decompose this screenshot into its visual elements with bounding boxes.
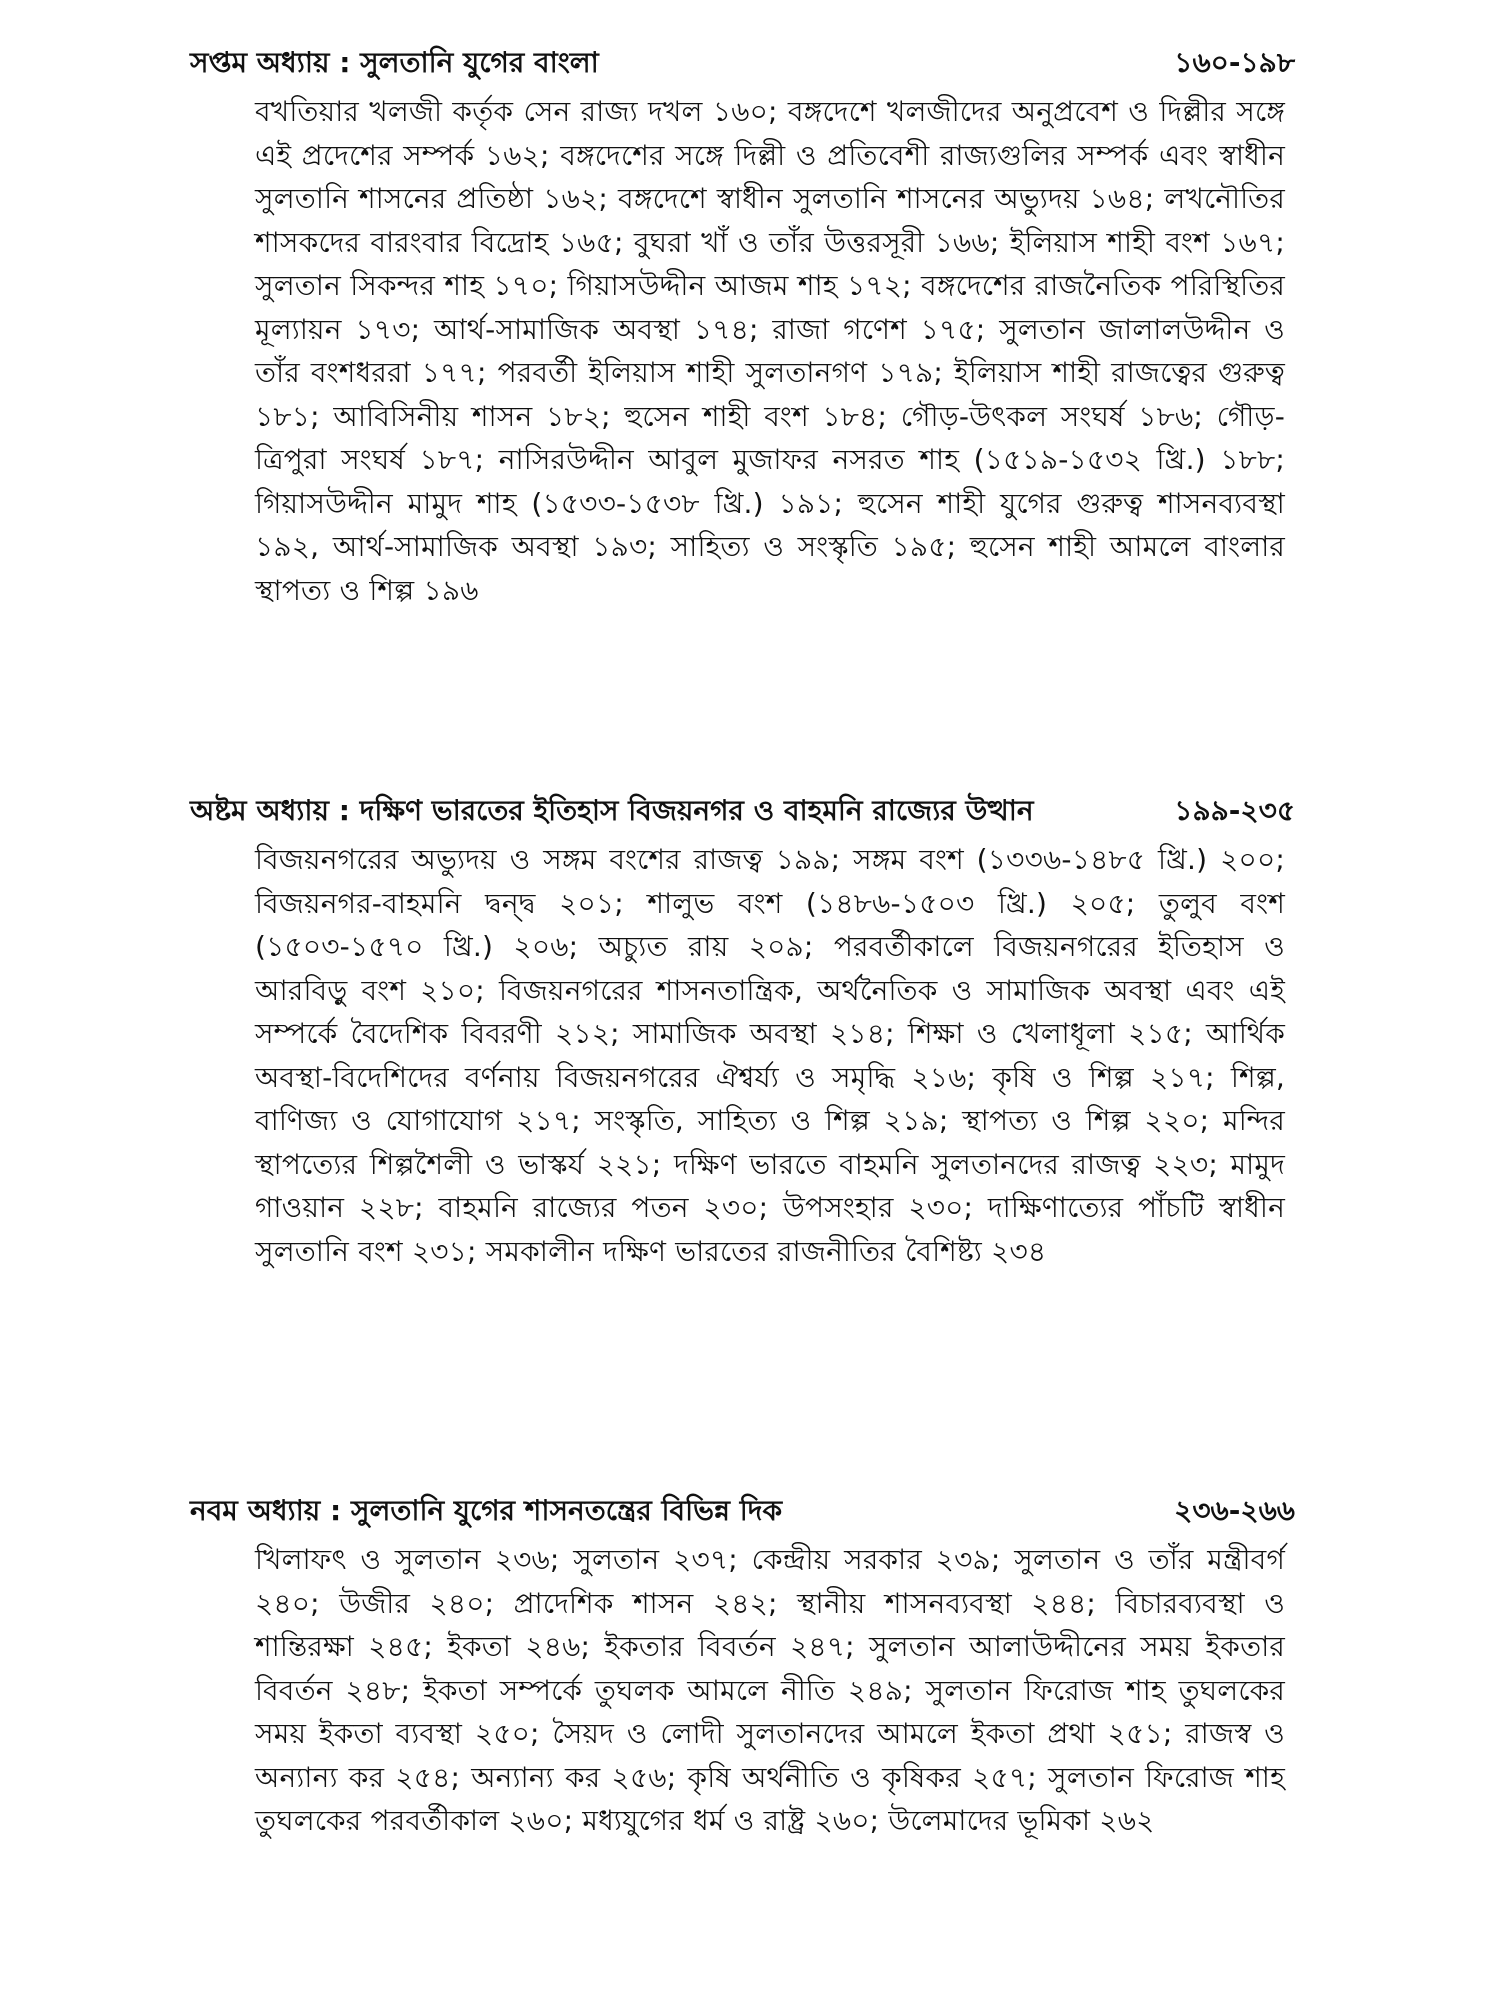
- chapter-title: নবম অধ্যায় : সুলতানি যুগের শাসনতন্ত্রের বিভিন্ন দিক: [190, 1494, 783, 1527]
- chapter-page-range: ১৯৯-২৩৫: [1174, 794, 1295, 827]
- chapter-section-9: [0, 1490, 1500, 1871]
- chapter-page-range: ১৬০-১৯৮: [1174, 46, 1295, 79]
- chapter-section-7: [0, 42, 1500, 640]
- chapter-title: অষ্টম অধ্যায় : দক্ষিণ ভারতের ইতিহাস বিজয়নগর ও বাহমনি রাজ্যের উত্থান: [190, 794, 1034, 827]
- chapter-section-8: [0, 790, 1500, 1301]
- chapter-title: সপ্তম অধ্যায় : সুলতানি যুগের বাংলা: [190, 46, 599, 79]
- chapter-topics: বিজয়নগরের অভ্যুদয় ও সঙ্গম বংশের রাজত্ব ১৯৯; সঙ্গম বংশ (১৩৩৬-১৪৮৫ খ্রি.) ২০০; বিজয়নগর-বাহমনি দ্বন্দ্ব ২০১; শালুভ বংশ (১৪৮৬-১৫০৩ খ্রি.) ২০৫; তুলুব বংশ (১৫০৩-১৫৭০ খ্রি.) ২০৬; অচ্যুত রায় ২০৯; পরবর্তীকালে বিজয়নগরের ইতিহাস ও আরবিড়ু বংশ ২১০; বিজয়নগরের শাসনতান্ত্রিক, অর্থনৈতিক ও সামাজিক অবস্থা এবং এই সম্পর্কে বৈদেশিক বিবরণী ২১২; সামাজিক অবস্থা ২১৪; শিক্ষা ও খেলাধূলা ২১৫; আর্থিক অবস্থা-বিদেশিদের বর্ণনায় বিজয়নগরের ঐশ্বর্য্য ও সমৃদ্ধি ২১৬; কৃষি ও শিল্প ২১৭; শিল্প, বাণিজ্য ও যোগাযোগ ২১৭; সংস্কৃতি, সাহিত্য ও শিল্প ২১৯; স্থাপত্য ও শিল্প ২২০; মন্দির স্থাপত্যের শিল্পশৈলী ও ভাস্কর্য ২২১; দক্ষিণ ভারতে বাহমনি সুলতানদের রাজত্ব ২২৩; মামুদ গাওয়ান ২২৮; বাহমনি রাজ্যের পতন ২৩০; উপসংহার ২৩০; দাক্ষিণাত্যের পাঁচটি স্বাধীন সুলতানি বংশ ২৩১; সমকালীন দক্ষিণ ভারতের রাজনীতির বৈশিষ্ট্য ২৩৪: [255, 843, 1285, 1268]
- chapter-heading: [0, 1490, 1500, 1532]
- chapter-page-range: ২৩৬-২৬৬: [1174, 1494, 1295, 1527]
- chapter-topics: বখতিয়ার খলজী কর্তৃক সেন রাজ্য দখল ১৬০; বঙ্গদেশে খলজীদের অনুপ্রবেশ ও দিল্লীর সঙ্গে এই প্রদেশের সম্পর্ক ১৬২; বঙ্গদেশের সঙ্গে দিল্লী ও প্রতিবেশী রাজ্যগুলির সম্পর্ক এবং স্বাধীন সুলতানি শাসনের প্রতিষ্ঠা ১৬২; বঙ্গদেশে স্বাধীন সুলতানি শাসনের অভ্যুদয় ১৬৪; লখনৌতির শাসকদের বারংবার বিদ্রোহ ১৬৫; বুঘরা খাঁ ও তাঁর উত্তরসূরী ১৬৬; ইলিয়াস শাহী বংশ ১৬৭; সুলতান সিকন্দর শাহ ১৭০; গিয়াসউদ্দীন আজম শাহ ১৭২; বঙ্গদেশের রাজনৈতিক পরিস্থিতির মূল্যায়ন ১৭৩; আর্থ-সামাজিক অবস্থা ১৭৪; রাজা গণেশ ১৭৫; সুলতান জালালউদ্দীন ও তাঁর বংশধররা ১৭৭; পরবর্তী ইলিয়াস শাহী সুলতানগণ ১৭৯; ইলিয়াস শাহী রাজত্বের গুরুত্ব ১৮১; আবিসিনীয় শাসন ১৮২; হুসেন শাহী বংশ ১৮৪; গৌড়-উৎকল সংঘর্ষ ১৮৬; গৌড়-ত্রিপুরা সংঘর্ষ ১৮৭; নাসিরউদ্দীন আবুল মুজাফর নসরত শাহ (১৫১৯-১৫৩২ খ্রি.) ১৮৮; গিয়াসউদ্দীন মামুদ শাহ (১৫৩৩-১৫৩৮ খ্রি.) ১৯১; হুসেন শাহী যুগের গুরুত্ব শাসনব্যবস্থা ১৯২, আর্থ-সামাজিক অবস্থা ১৯৩; সাহিত্য ও সংস্কৃতি ১৯৫; হুসেন শাহী আমলে বাংলার স্থাপত্য ও শিল্প ১৯৬: [255, 95, 1285, 607]
- chapter-topics: খিলাফৎ ও সুলতান ২৩৬; সুলতান ২৩৭; কেন্দ্রীয় সরকার ২৩৯; সুলতান ও তাঁর মন্ত্রীবর্গ ২৪০; উজীর ২৪০; প্রাদেশিক শাসন ২৪২; স্থানীয় শাসনব্যবস্থা ২৪৪; বিচারব্যবস্থা ও শান্তিরক্ষা ২৪৫; ইকতা ২৪৬; ইকতার বিবর্তন ২৪৭; সুলতান আলাউদ্দীনের সময় ইকতার বিবর্তন ২৪৮; ইকতা সম্পর্কে তুঘলক আমলে নীতি ২৪৯; সুলতান ফিরোজ শাহ তুঘলকের সময় ইকতা ব্যবস্থা ২৫০; সৈয়দ ও লোদী সুলতানদের আমলে ইকতা প্রথা ২৫১; রাজস্ব ও অন্যান্য কর ২৫৪; অন্যান্য কর ২৫৬; কৃষি অর্থনীতি ও কৃষিকর ২৫৭; সুলতান ফিরোজ শাহ তুঘলকের পরবর্তীকাল ২৬০; মধ্যযুগের ধর্ম ও রাষ্ট্র ২৬০; উলেমাদের ভূমিকা ২৬২: [255, 1543, 1285, 1837]
- chapter-heading: [0, 790, 1500, 832]
- chapter-heading: [0, 42, 1500, 84]
